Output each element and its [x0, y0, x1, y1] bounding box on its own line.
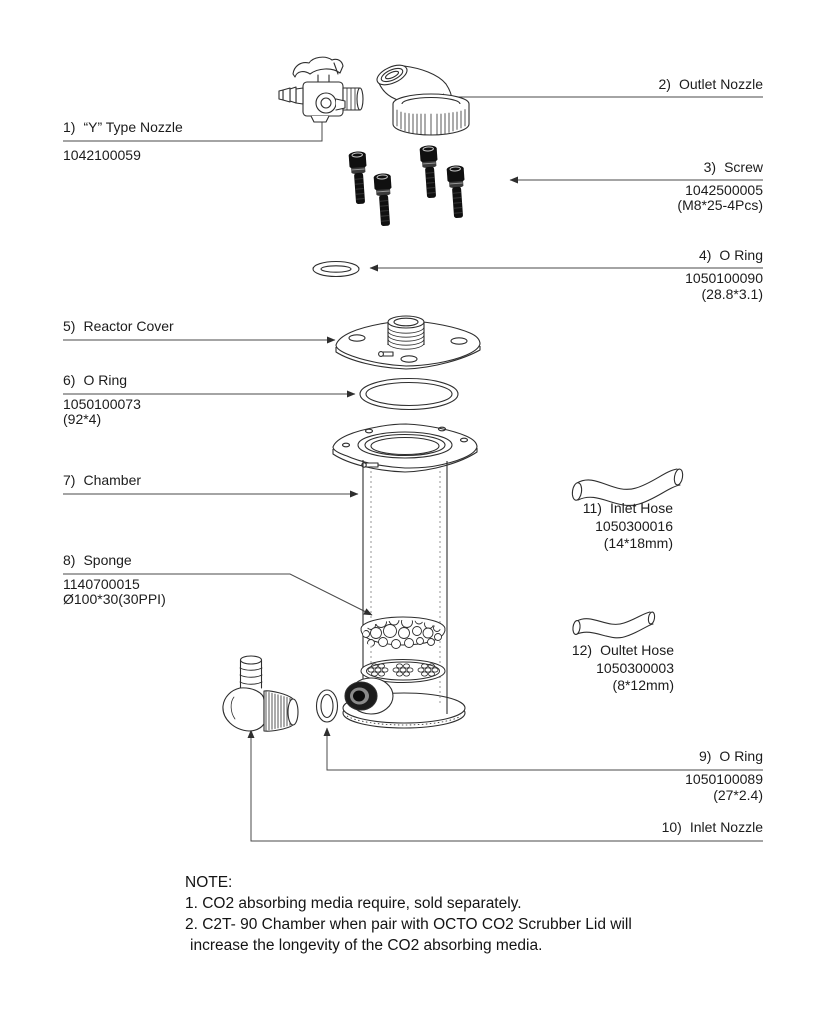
reactor-cover-illustration: [336, 316, 480, 369]
part-4-code: 1050100090: [685, 270, 763, 286]
part-12-spec: (8*12mm): [612, 677, 674, 693]
part-3-code: 1042500005: [685, 182, 763, 198]
part-9-name: O Ring: [719, 748, 763, 764]
part-6-number: 6): [63, 372, 76, 388]
part-6-code: 1050100073: [63, 396, 141, 412]
o-ring-9-illustration: [317, 690, 338, 722]
part-1-number: 1): [63, 119, 76, 135]
part-9-code: 1050100089: [685, 771, 763, 787]
inlet-nozzle-illustration: [223, 656, 298, 731]
part-6-label: [63, 372, 127, 388]
part-9-spec: (27*2.4): [713, 787, 763, 803]
part-3-spec: (M8*25-4Pcs): [677, 197, 763, 213]
o-ring-6-illustration: [360, 379, 458, 410]
note-line-1: 1. CO2 absorbing media require, sold separately.: [185, 895, 522, 912]
part-5-number: 5): [63, 318, 76, 334]
part-8-name: Sponge: [83, 552, 132, 568]
part-2-number: 2): [658, 76, 671, 92]
part-4-spec: (28.8*3.1): [701, 286, 763, 302]
part-2-name: Outlet Nozzle: [678, 76, 763, 92]
part-12-label: [572, 642, 674, 658]
y-type-nozzle-illustration: [279, 57, 363, 122]
o-ring-4-illustration: [313, 262, 359, 277]
part-9-label: [699, 748, 763, 764]
leader-line-9: [327, 728, 763, 770]
part-1-name: “Y” Type Nozzle: [83, 119, 183, 135]
note-line-2: 2. C2T- 90 Chamber when pair with OCTO CO2 Scrubber Lid will: [185, 916, 632, 933]
part-3-name: Screw: [724, 159, 763, 175]
part-8-code: 1140700015: [63, 576, 140, 592]
part-2-label: [659, 76, 764, 92]
part-5-name: Reactor Cover: [83, 318, 174, 334]
screws-illustration: [348, 145, 467, 227]
part-9-number: 9): [698, 748, 712, 764]
part-6-name: O Ring: [83, 372, 128, 388]
part-3-number: 3): [703, 159, 717, 175]
part-1-label: [63, 119, 183, 135]
part-11-spec: (14*18mm): [603, 535, 673, 551]
part-10-number: 10): [661, 819, 682, 835]
outlet-hose-illustration: [572, 612, 655, 638]
part-11-number: 11): [582, 500, 602, 516]
sponge-illustration: [361, 615, 445, 649]
part-6-spec: (92*4): [63, 411, 102, 427]
part-8-spec: Ø100*30(30PPI): [63, 591, 166, 607]
part-4-name: O Ring: [719, 247, 763, 263]
part-5-label: [63, 318, 174, 334]
part-12-code: 1050300003: [596, 660, 674, 676]
part-7-label: [63, 472, 141, 488]
part-7-name: Chamber: [83, 472, 142, 488]
part-1-code: 1042100059: [63, 147, 141, 163]
part-10-name: Inlet Nozzle: [689, 819, 763, 835]
part-12-name: Oultet Hose: [600, 642, 674, 658]
part-8-label: [63, 552, 132, 568]
part-11-name: Inlet Hose: [609, 500, 673, 516]
part-7-number: 7): [63, 472, 76, 488]
part-11-label: [583, 500, 673, 516]
part-10-label: [662, 819, 763, 835]
leader-lines: [63, 97, 763, 841]
part-4-label: [699, 247, 763, 263]
note-title: NOTE:: [185, 874, 233, 891]
outlet-nozzle-illustration: [374, 61, 469, 135]
part-8-number: 8): [63, 552, 76, 568]
note-block: [185, 872, 632, 956]
note-line-3: increase the longevity of the CO2 absorbing media.: [190, 937, 543, 954]
part-12-number: 12): [571, 642, 593, 658]
part-3-label: [704, 159, 763, 175]
part-11-code: 1050300016: [595, 518, 673, 534]
part-4-number: 4): [698, 247, 712, 263]
